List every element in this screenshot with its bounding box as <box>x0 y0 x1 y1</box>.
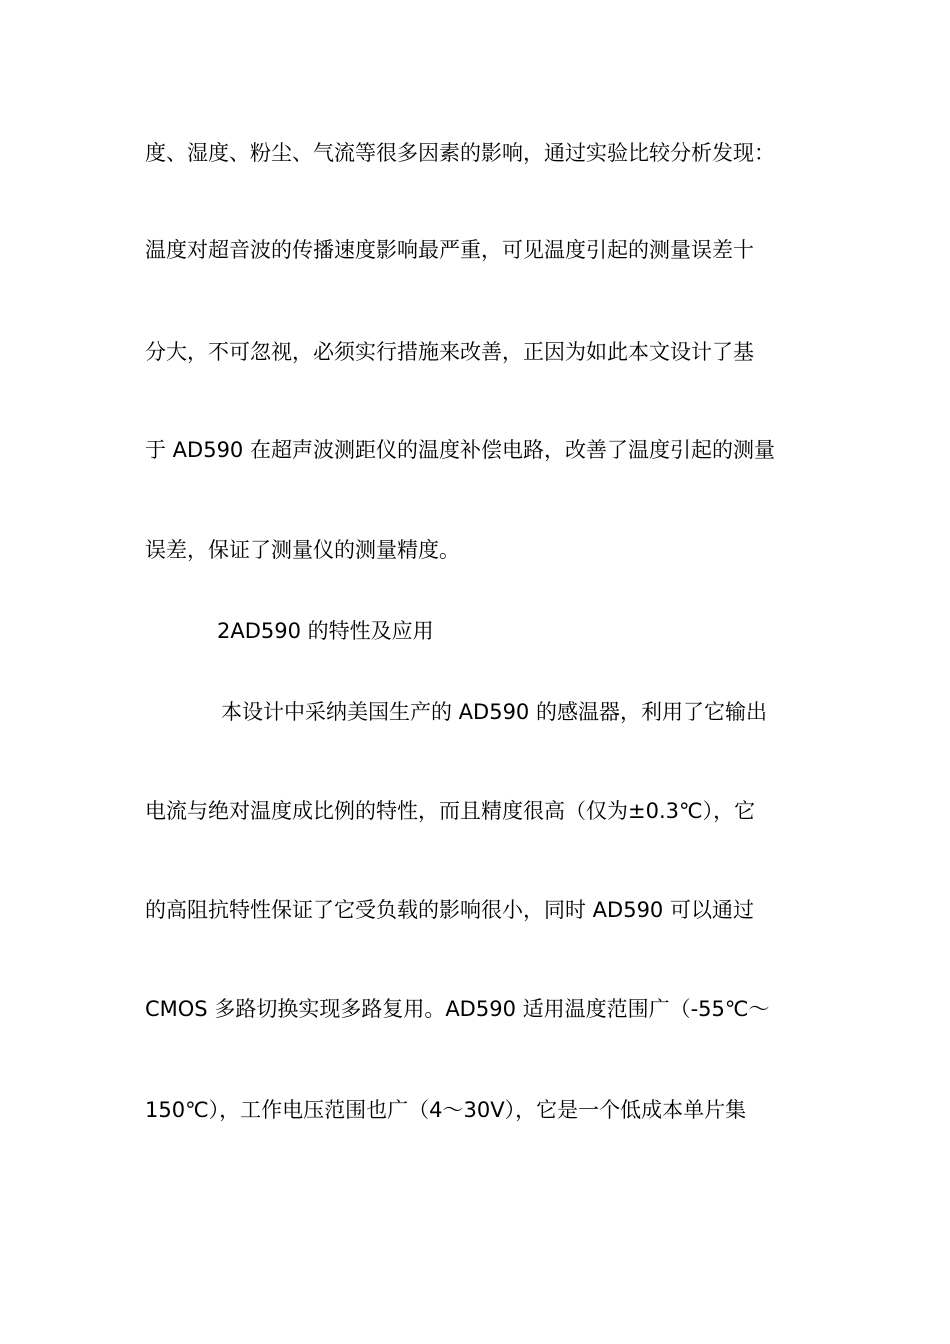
paragraph-2-line-4: CMOS 多路切换实现多路复用。AD590 适用温度范围广（-55℃～ <box>145 997 770 1021</box>
paragraph-1-line-4: 于 AD590 在超声波测距仪的温度补偿电路，改善了温度引起的测量 <box>145 438 775 462</box>
paragraph-1-line-5: 误差，保证了测量仪的测量精度。 <box>145 538 460 562</box>
section-heading: 2AD590 的特性及应用 <box>217 619 434 643</box>
paragraph-2-line-1: 本设计中采纳美国生产的 AD590 的感温器，利用了它输出 <box>221 700 767 724</box>
paragraph-2-line-5: 150℃），工作电压范围也广（4～30V），它是一个低成本单片集 <box>145 1098 747 1122</box>
paragraph-1-line-1: 度、湿度、粉尘、气流等很多因素的影响，通过实验比较分析发现： <box>145 141 775 165</box>
paragraph-2-line-2: 电流与绝对温度成比例的特性，而且精度很高（仅为±0.3℃），它 <box>145 799 756 823</box>
paragraph-2-line-3: 的高阻抗特性保证了它受负载的影响很小，同时 AD590 可以通过 <box>145 898 754 922</box>
paragraph-1-line-3: 分大，不可忽视，必须实行措施来改善，正因为如此本文设计了基 <box>145 340 754 364</box>
paragraph-1-line-2: 温度对超音波的传播速度影响最严重，可见温度引起的测量误差十 <box>145 238 754 262</box>
